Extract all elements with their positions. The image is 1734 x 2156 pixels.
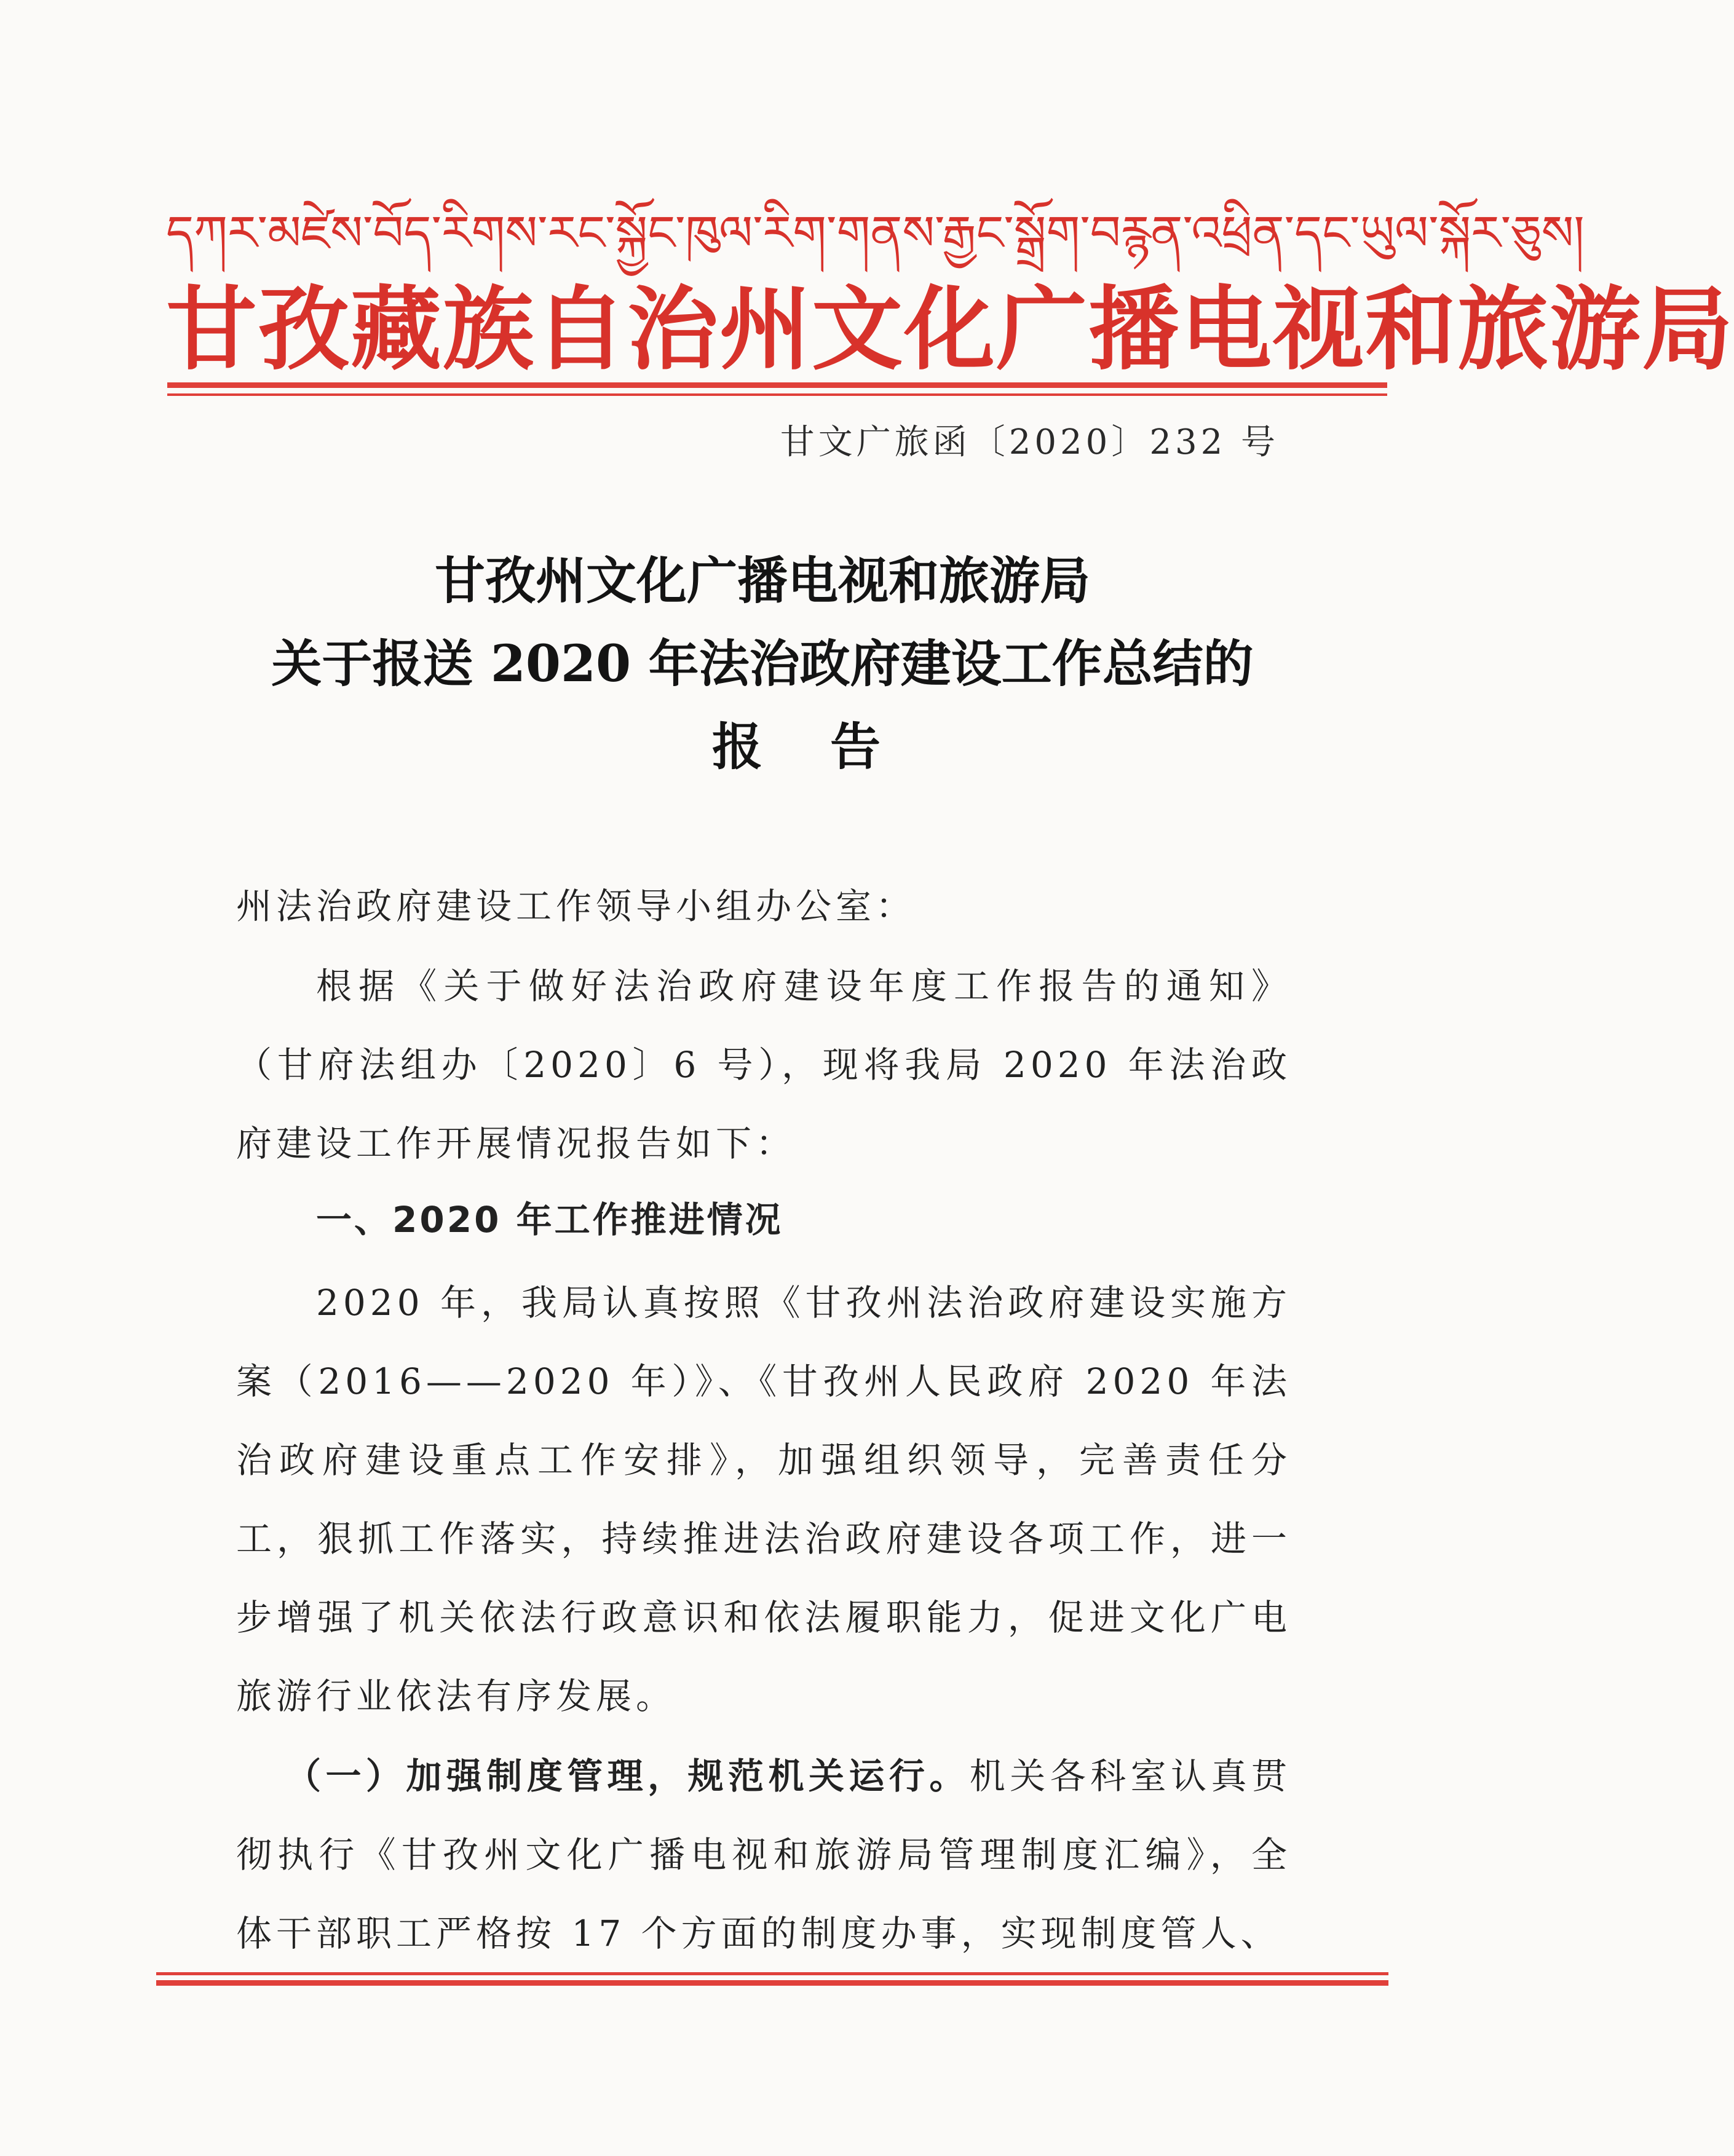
item-1-lead: （一）加强制度管理，规范机关运行。 [285, 1755, 970, 1797]
document-number: 甘文广旅函〔2020〕232 号 [780, 422, 1279, 462]
paragraph-intro: 根据《关于做好法治政府建设年度工作报告的通知》（甘府法组办〔2020〕6 号），现将我局 2020 年法治政府建设工作开展情况报告如下： [236, 965, 1291, 1164]
title-line-2: 关于报送 2020 年法治政府建设工作总结的 [271, 634, 1254, 693]
letterhead-red-rule-thick [167, 382, 1387, 388]
paragraph-overview: 2020 年，我局认真按照《甘孜州法治政府建设实施方案（2016——2020 年）》、《甘孜州人民政府 2020 年法治政府建设重点工作安排》，加强组织领导，完善责任分工，狠抓工作落实，持续推进法治政府建设各项工作，进一步增强了机关依法行政意识和依法履职能力，促进文化广电旅游行业依法有序发展。 [236, 1282, 1291, 1717]
paragraph-item-1 [236, 1737, 1291, 1973]
letterhead-red-rule-thin [167, 393, 1387, 396]
letterhead-tibetan-name: དཀར་མཛེས་བོད་རིགས་རང་སྐྱོང་ཁུལ་རིག་གནས་རྒྱང་སྒྲོག་བརྙན་འཕྲིན་དང་ཡུལ་སྐོར་ཅུས། [166, 206, 1585, 261]
recipient-line: 州法治政府建设工作领导小组办公室： [236, 885, 916, 927]
item-1-text: 机关各科室认真贯彻执行《甘孜州文化广播电视和旅游局管理制度汇编》，全体干部职工严格按 17 个方面的制度办事，实现制度管人、 [236, 1755, 1291, 1954]
letterhead-org-name: 甘孜藏族自治州文化广播电视和旅游局 [166, 275, 1734, 382]
footer-red-rule-thick [156, 1980, 1388, 1986]
section-heading-1: 一、2020 年工作推进情况 [316, 1199, 783, 1241]
footer-red-rule-thin [156, 1972, 1388, 1975]
title-line-1: 甘孜州文化广播电视和旅游局 [434, 551, 1090, 610]
title-line-3: 报告 [711, 717, 948, 776]
